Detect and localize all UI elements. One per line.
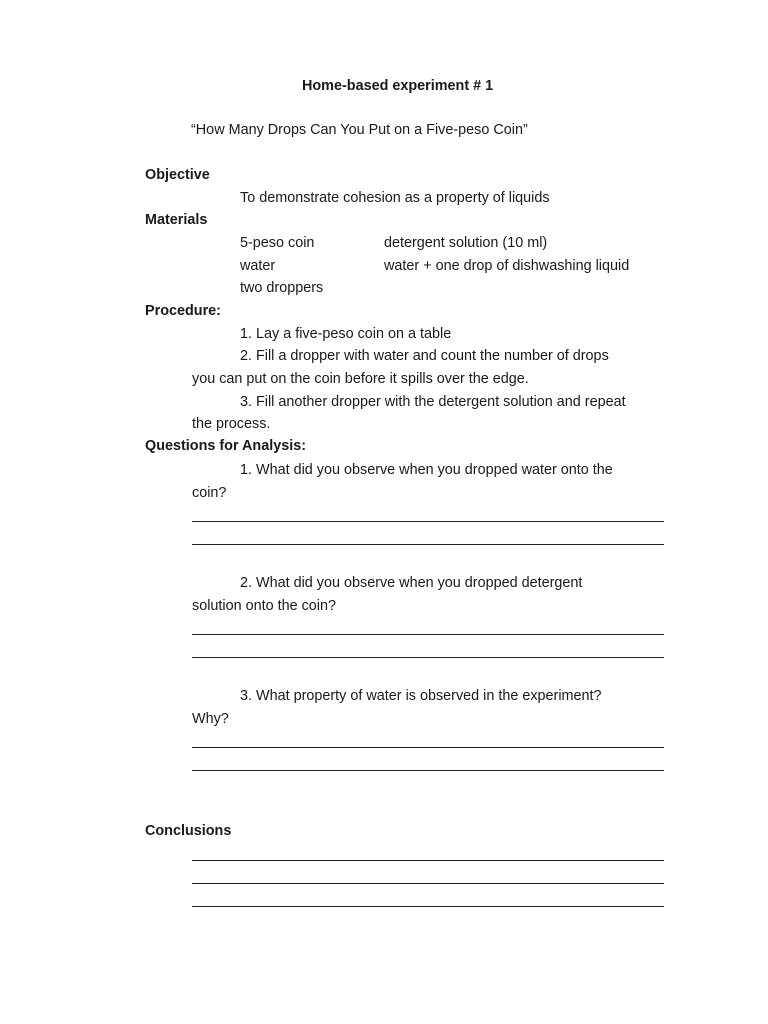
conclusion-line[interactable]	[192, 883, 664, 884]
question-text-continued: coin?	[192, 485, 227, 501]
conclusions-heading: Conclusions	[145, 823, 232, 839]
procedure-step-continued: the process.	[192, 416, 271, 432]
question-text: 2. What did you observe when you dropped detergent	[240, 575, 583, 591]
material-item: 5-peso coin	[240, 235, 315, 251]
conclusion-line[interactable]	[192, 860, 664, 861]
answer-line[interactable]	[192, 770, 664, 771]
answer-line[interactable]	[192, 634, 664, 635]
procedure-step: 3. Fill another dropper with the detergent solution and repeat	[240, 394, 626, 410]
material-item: water	[240, 258, 276, 274]
objective-text: To demonstrate cohesion as a property of liquids	[240, 190, 550, 206]
question-text: 1. What did you observe when you dropped water onto the	[240, 462, 613, 478]
question-text-continued: solution onto the coin?	[192, 598, 337, 614]
material-item: two droppers	[240, 280, 324, 296]
answer-line[interactable]	[192, 747, 664, 748]
answer-line[interactable]	[192, 544, 664, 545]
conclusion-line[interactable]	[192, 906, 664, 907]
experiment-subtitle: “How Many Drops Can You Put on a Five-peso Coin”	[191, 122, 528, 138]
procedure-step: 2. Fill a dropper with water and count the number of drops	[240, 348, 609, 364]
questions-heading: Questions for Analysis:	[145, 438, 306, 454]
answer-line[interactable]	[192, 521, 664, 522]
procedure-step-continued: you can put on the coin before it spills over the edge.	[192, 371, 529, 387]
procedure-step: 1. Lay a five-peso coin on a table	[240, 326, 452, 342]
question-text: 3. What property of water is observed in the experiment?	[240, 688, 602, 704]
materials-heading: Materials	[145, 212, 208, 228]
procedure-heading: Procedure:	[145, 303, 221, 319]
document-title: Home-based experiment # 1	[302, 78, 494, 94]
material-item: water + one drop of dishwashing liquid	[384, 258, 630, 274]
answer-line[interactable]	[192, 657, 664, 658]
question-text-continued: Why?	[192, 711, 229, 727]
objective-heading: Objective	[145, 167, 210, 183]
material-item: detergent solution (10 ml)	[384, 235, 548, 251]
